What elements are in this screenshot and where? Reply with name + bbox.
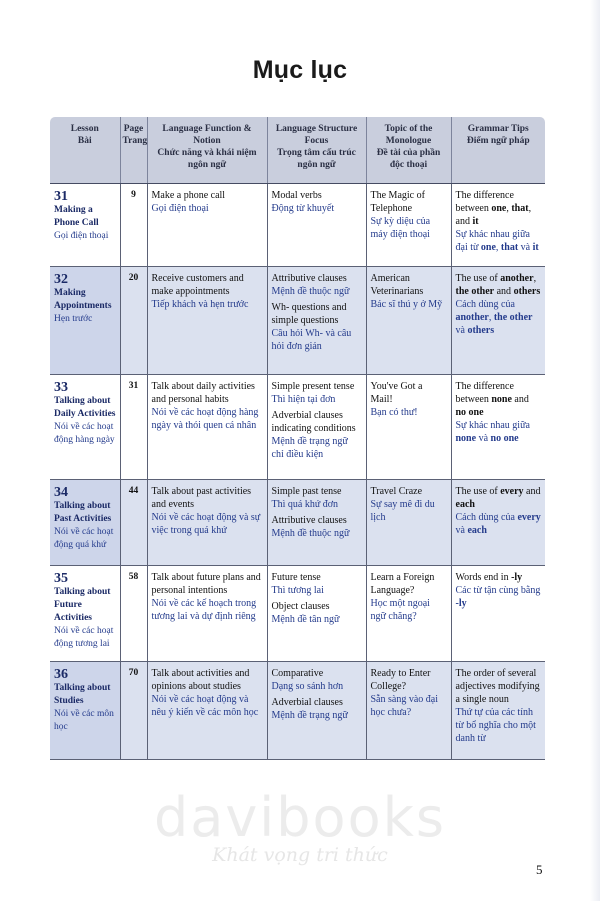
page-ref[interactable]: 31 [120,375,147,480]
table-row [50,566,545,662]
topic-cell: Learn a Foreign Language? Học một ngoại ngữ chăng? [366,566,451,662]
function-cell: Receive customers and make appointments Tiếp khách và hẹn trước [147,267,267,375]
header-lesson: Lesson Bài [50,117,120,184]
lesson-cell [50,375,120,480]
lesson-cell [50,184,120,267]
lesson-number: 31 [54,189,68,204]
lesson-cell [50,480,120,566]
header-function: Language Function & Notion Chức năng và khái niệm ngôn ngữ [147,117,267,184]
lesson-cell [50,662,120,760]
lesson-title-vi: Hẹn trước [54,314,93,324]
lesson-title: Talking about Future Activities [54,587,111,623]
table-row [50,267,545,375]
lesson-number: 32 [54,272,68,287]
header-topic: Topic of the Monologue Đề tài của phần độc thoại [366,117,451,184]
page-title: Mục lục [252,56,348,84]
topic-cell: You've Got a Mail! Bạn có thư! [366,375,451,480]
structure-cell: Simple past tense Thì quá khứ đơn Attributive clauses Mệnh đề thuộc ngữ [267,480,366,566]
page-ref[interactable]: 9 [120,184,147,267]
lesson-title-vi: Nói về các hoạt động tương lai [54,626,114,649]
function-cell: Talk about daily activities and personal habits Nói về các hoạt động hàng ngày và thói quen cá nhân [147,375,267,480]
page-ref[interactable]: 70 [120,662,147,760]
function-cell: Talk about past activities and events Nói về các hoạt động và sự việc trong quá khứ [147,480,267,566]
lesson-title: Talking about Daily Activities [54,396,116,419]
lesson-number: 35 [54,571,68,586]
structure-cell: Future tense Thì tương lai Object clauses Mệnh đề tân ngữ [267,566,366,662]
watermark-logo: davibooks [153,786,447,849]
function-cell: Talk about future plans and personal intentions Nói về các kế hoạch trong tương lai và dự định riêng [147,566,267,662]
page-ref[interactable]: 58 [120,566,147,662]
table-of-contents [50,117,545,760]
header-structure: Language Structure Focus Trọng tâm cấu trúc ngôn ngữ [267,117,366,184]
lesson-cell [50,267,120,375]
table-row [50,375,545,480]
function-cell: Make a phone call Gọi điện thoại [147,184,267,267]
lesson-number: 33 [54,380,68,395]
lesson-title-vi: Gọi điện thoại [54,231,109,241]
table-row [50,480,545,566]
grammar-cell: Words end in -ly Các từ tận cùng bằng -ly [451,566,545,662]
lesson-title-vi: Nói về các hoạt động hàng ngày [54,422,115,445]
page-edge [590,0,600,901]
grammar-cell: The difference between none and no one Sự khác nhau giữa none và no one [451,375,545,480]
grammar-cell: The order of several adjectives modifying a single noun Thứ tự của các tính từ bổ nghĩa cho một danh từ [451,662,545,760]
grammar-cell: The use of another, the other and others Cách dùng của another, the other và others [451,267,545,375]
table-row [50,184,545,267]
lesson-number: 36 [54,667,68,682]
lesson-number: 34 [54,485,68,500]
grammar-cell: The use of every and each Cách dùng của every và each [451,480,545,566]
watermark-slogan: Khát vọng tri thức [212,844,388,866]
page-ref[interactable]: 44 [120,480,147,566]
topic-cell: The Magic of Telephone Sự kỳ diệu của máy điện thoại [366,184,451,267]
topic-cell: American Veterinarians Bác sĩ thú y ở Mỹ [366,267,451,375]
structure-cell: Comparative Dạng so sánh hơn Adverbial clauses Mệnh đề trạng ngữ [267,662,366,760]
header-row [50,117,545,184]
lesson-title: Talking about Studies [54,683,111,706]
lesson-title-vi: Nói về các môn học [54,709,114,732]
structure-cell: Modal verbs Động từ khuyết [267,184,366,267]
page-ref[interactable]: 20 [120,267,147,375]
page-number: 5 [536,862,543,877]
lesson-title-vi: Nói về các hoạt động quá khứ [54,527,114,550]
topic-cell: Travel Craze Sự say mê đi du lịch [366,480,451,566]
header-grammar: Grammar Tips Điểm ngữ pháp [451,117,545,184]
table-row [50,662,545,760]
lesson-title: Making a Phone Call [54,205,99,228]
grammar-cell: The difference between one, that, and it Sự khác nhau giữa đại từ one, that và it [451,184,545,267]
lesson-title: Making Appointments [54,288,112,311]
header-page: Page Trang [120,117,147,184]
function-cell: Talk about activities and opinions about studies Nói về các hoạt động và nêu ý kiến về các môn học [147,662,267,760]
structure-cell: Attributive clauses Mệnh đề thuộc ngữ Wh- questions and simple questions Câu hỏi Wh- và câu hỏi đơn giản [267,267,366,375]
lesson-cell [50,566,120,662]
topic-cell: Ready to Enter College? Sẵn sàng vào đại học chưa? [366,662,451,760]
lesson-title: Talking about Past Activities [54,501,112,524]
structure-cell: Simple present tense Thì hiện tại đơn Adverbial clauses indicating conditions Mệnh đề trạng ngữ chỉ điều kiện [267,375,366,480]
